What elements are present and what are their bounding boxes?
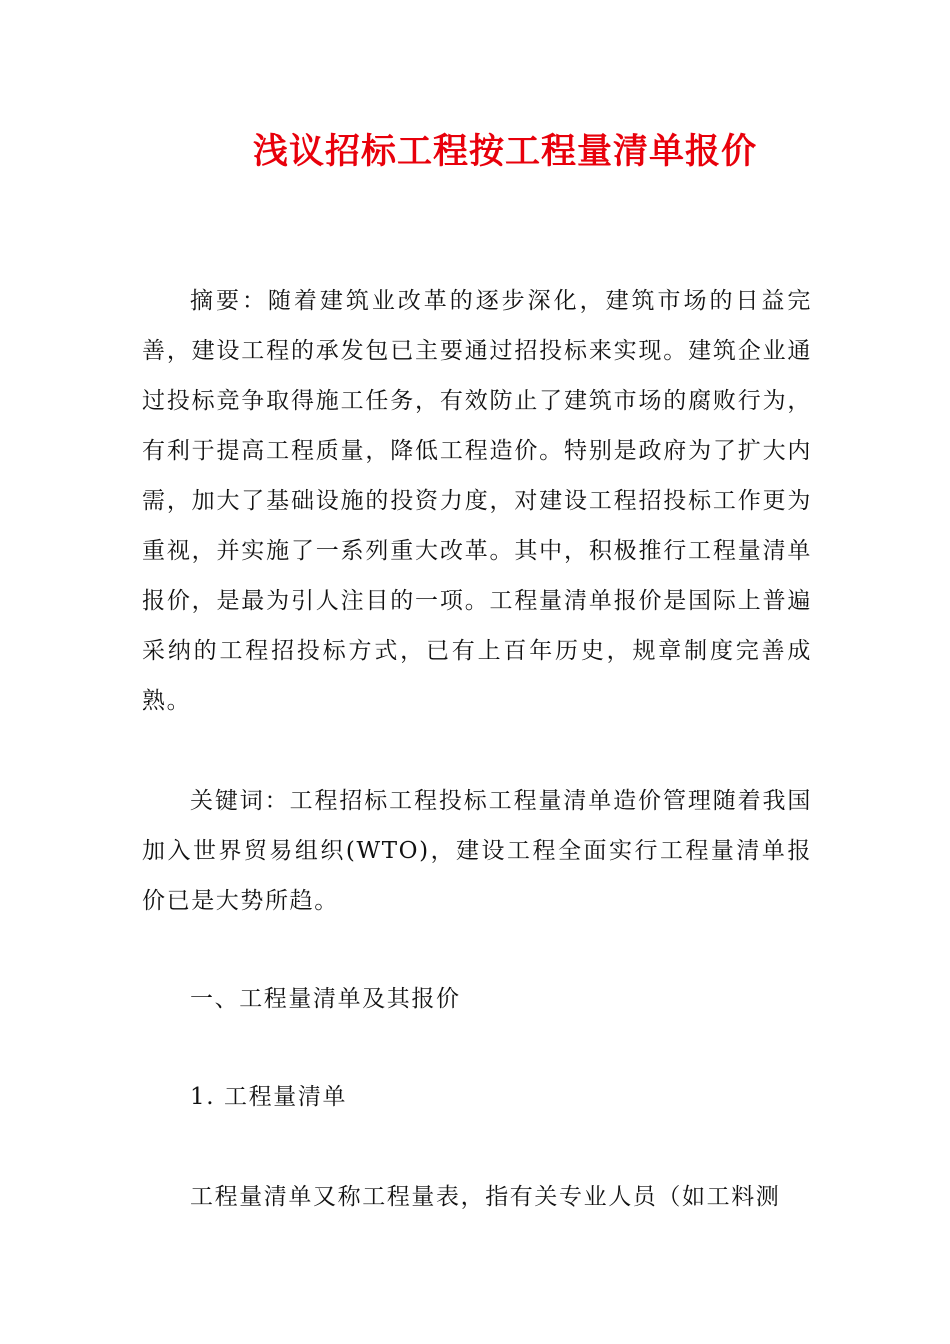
- abstract-paragraph: 摘要：随着建筑业改革的逐步深化，建筑市场的日益完善，建设工程的承发包已主要通过招投标来实现。建筑企业通过投标竞争取得施工任务，有效防止了建筑市场的腐败行为，有利于提高工程质量，降低工程造价。特别是政府为了扩大内需，加大了基础设施的投资力度，对建设工程招投标工作更为重视，并实施了一系列重大改革。其中，积极推行工程量清单报价，是最为引人注目的一项。工程量清单报价是国际上普遍采纳的工程招投标方式，已有上百年历史，规章制度完善成熟。: [142, 288, 812, 714]
- keywords-paragraph: 关键词：工程招标工程投标工程量清单造价管理随着我国加入世界贸易组织(WTO)，建设工程全面实行工程量清单报价已是大势所趋。: [142, 788, 812, 914]
- body-paragraph: 工程量清单又称工程量表，指有关专业人员（如工料测: [190, 1184, 781, 1210]
- section-heading: 一、工程量清单及其报价: [190, 986, 461, 1012]
- document-title: 浅议招标工程按工程量清单报价: [252, 132, 757, 172]
- subsection-heading: 1. 工程量清单: [190, 1084, 348, 1110]
